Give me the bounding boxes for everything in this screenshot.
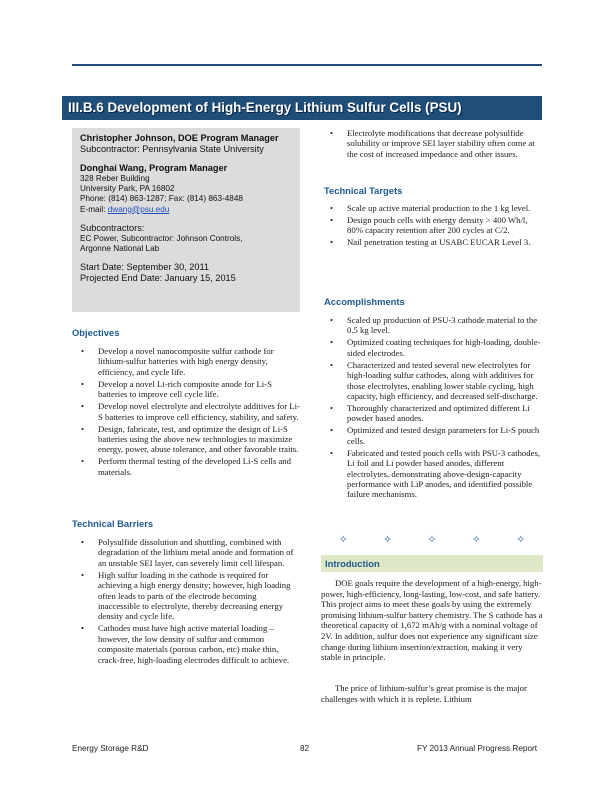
barriers-list — [72, 537, 300, 667]
doe-program-manager: Christopher Johnson, DOE Program Manager — [80, 133, 279, 143]
list-item: • Design, fabricate, test, and optimize the design of Li-S batteries using the above new technologies to maximize energy, power, abuse tolerance, and other favorable traits. — [72, 424, 300, 455]
page-number: 82 — [300, 744, 310, 753]
barriers-list-continued — [321, 128, 543, 161]
list-item: • Nail penetration testing at USABC EUCAR Level 3. — [321, 237, 543, 247]
diamond-icon: ✧ — [382, 534, 393, 546]
introduction-paragraph-1: DOE goals require the development of a high-energy, high-power, high-efficiency, long-lasting, low-cost, and safe battery. This project aims to meet these goals by using the extremely promising lithium-sulfur battery chemistry. The S cathode has a theoretical capacity of 1,672 mAh/g with a nominal voltage of 2V. In addition, sulfur does not experience any significant size change during lithium insertion/extraction, making it very stable in principle. — [321, 578, 543, 663]
list-item: • High sulfur loading in the cathode is required for achieving a high energy density; however, high loading often leads to parts of the electrode becoming inaccessible to electrolyte, thereby decreasing energy density and cycle life. — [72, 570, 300, 622]
phone-fax: Phone: (814) 863-1287; Fax: (814) 863-4848 — [80, 194, 243, 204]
page-title: III.B.6 Development of High-Energy Lithium Sulfur Cells (PSU) — [62, 96, 542, 120]
list-item: • Scale up active material production to the 1 kg level. — [321, 203, 543, 213]
introduction-paragraph-2: The price of lithium-sulfur’s great promise is the major challenges with which it is replete. Lithium — [321, 683, 527, 704]
list-item: • Optimized coating techniques for high-loading, double-sided electrodes. — [321, 337, 543, 358]
footer-right: FY 2013 Annual Progress Report — [417, 744, 538, 753]
objectives-list — [72, 346, 300, 479]
section-separator — [321, 533, 543, 546]
list-item: • Design pouch cells with energy density > 400 Wh/l, 80% capacity retention after 200 cycles at C/2. — [321, 215, 543, 236]
address-line-1: 328 Reber Building — [80, 174, 150, 183]
targets-list — [321, 203, 543, 249]
top-rule — [72, 64, 542, 66]
list-item: • Characterized and tested several new electrolytes for high-loading sulfur cathodes, along with additives for those electrolytes, enabling lower stable cycling, high capacity, high efficiency, and decreased self-discharge. — [321, 360, 543, 402]
list-item: • Cathodes must have high active material loading – however, the low density of sulfur and common composite materials (porous carbon, etc) make thin, crack-free, high-loading electrodes difficult to achieve. — [72, 623, 300, 665]
list-item: • Polysulfide dissolution and shuttling, combined with degradation of the lithium metal anode and formation of an unstable SEI layer, can severely limit cell lifespan. — [72, 537, 300, 568]
list-item: • Develop a novel nanocomposite sulfur cathode for lithium-sulfur batteries with high energy density, efficiency, and cycle life. — [72, 346, 300, 377]
list-item: • Perform thermal testing of the developed Li-S cells and materials. — [72, 456, 300, 477]
program-manager: Donghai Wang, Program Manager — [80, 163, 228, 173]
objectives-heading: Objectives — [72, 327, 120, 338]
email-label: E-mail: — [80, 204, 108, 214]
start-date: Start Date: September 30, 2011 — [80, 262, 210, 273]
diamond-icon: ✧ — [516, 534, 526, 546]
end-date: Projected End Date: January 15, 2015 — [80, 273, 236, 284]
diamond-icon: ✧ — [471, 534, 481, 546]
barriers-heading: Technical Barriers — [72, 518, 154, 529]
list-item: • Thoroughly characterized and optimized different Li powder based anodes. — [321, 403, 543, 424]
list-item: • Scaled up production of PSU-3 cathode material to the 0.5 kg level. — [321, 315, 543, 336]
subcontractors-label: Subcontractors: — [80, 222, 145, 233]
list-item: • Optimized and tested design parameters for Li-S pouch cells. — [321, 425, 543, 446]
introduction-heading: Introduction — [321, 555, 543, 572]
subcontractors-line-2: Argonne National Lab — [80, 244, 160, 254]
diamond-icon: ✧ — [338, 534, 348, 546]
diamond-icon: ✧ — [427, 534, 437, 546]
subcontractors-line-1: EC Power, Subcontractor: Johnson Controls, — [80, 233, 243, 243]
prime-subcontractor: Subcontractor: Pennsylvania State University — [80, 144, 264, 154]
email-link[interactable]: dwang@psu.edu — [107, 204, 170, 214]
list-item: • Fabricated and tested pouch cells with PSU-3 cathodes, Li foil and Li powder based anodes, different electrolytes, demonstrating above-design-capacity performance with LiP anodes, and identified possible failure mechanisms. — [321, 448, 543, 500]
email-line — [80, 205, 292, 215]
targets-heading: Technical Targets — [324, 185, 403, 196]
project-info-box — [72, 128, 300, 312]
accomplishments-heading: Accomplishments — [324, 296, 405, 307]
accomplishments-list — [321, 315, 543, 501]
list-item: • Develop novel electrolyte and electrolyte additives for Li-S batteries to improve cell efficiency, stability, and safety. — [72, 401, 300, 422]
list-item: • Develop a novel Li-rich composite anode for Li-S batteries to improve cell cycle life. — [72, 379, 300, 400]
list-item: • Electrolyte modifications that decrease polysulfide solubility or improve SEI layer stability often come at the cost of increased impedance and other issues. — [321, 128, 543, 159]
address-line-2: University Park, PA 16802 — [80, 184, 175, 194]
footer-left: Energy Storage R&D — [72, 744, 149, 753]
